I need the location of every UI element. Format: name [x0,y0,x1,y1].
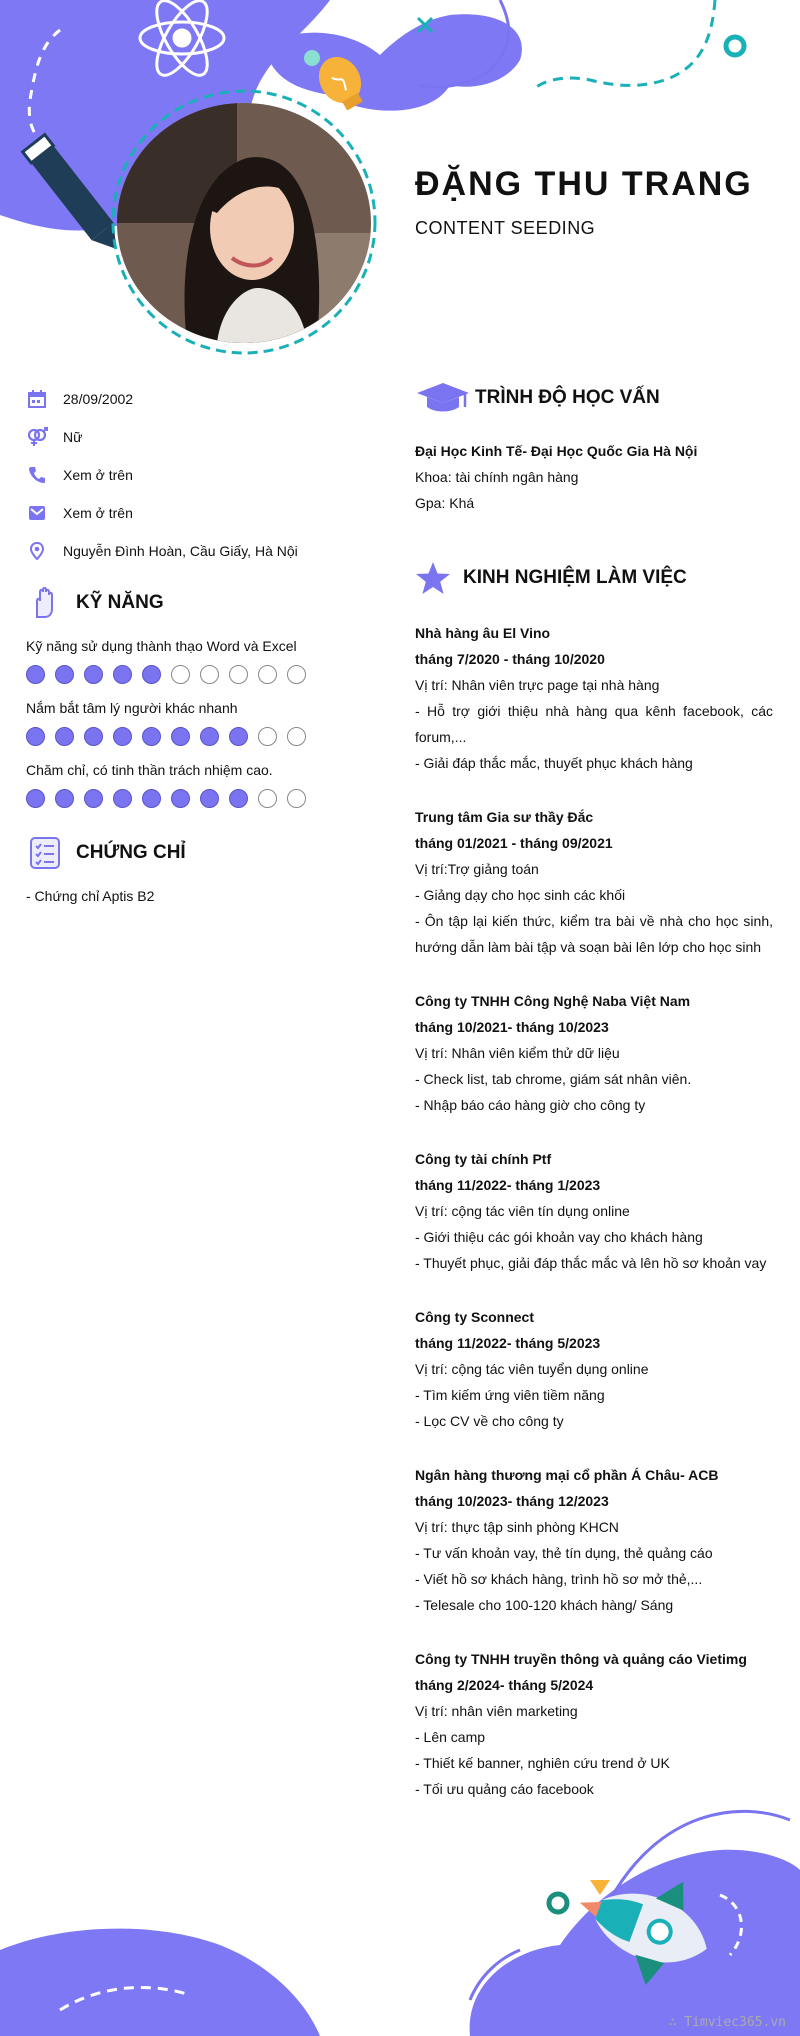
certificate-item: - Chứng chỉ Aptis B2 [26,888,155,904]
job-company: Công ty Sconnect [415,1309,535,1325]
rating-dot-filled [142,789,161,808]
phone-text: Xem ở trên [63,467,133,483]
rating-dot-filled [229,727,248,746]
job-detail: Vị trí: cộng tác viên tuyển dụng online [415,1361,649,1377]
skill-rating [26,789,326,808]
candidate-name: ĐẶNG THU TRANG [415,165,753,203]
job-detail: Vị trí: nhân viên marketing [415,1703,578,1719]
rating-dot-empty [258,665,277,684]
left-column [26,380,326,904]
job-detail: Vị trí:Trợ giảng toán [415,861,539,877]
star-icon [415,558,463,598]
job-detail: Vị trí: Nhân viên kiểm thử dữ liệu [415,1045,620,1061]
job-detail: Vị trí: thực tập sinh phòng KHCN [415,1519,619,1535]
rating-dot-filled [84,789,103,808]
education-gpa: Gpa: Khá [415,495,475,511]
job-company: Ngân hàng thương mại cổ phần Á Châu- ACB [415,1467,719,1483]
education-school: Đại Học Kinh Tế- Đại Học Quốc Gia Hà Nội [415,443,698,459]
birthday-text: 28/09/2002 [63,391,134,407]
graduation-cap-icon [415,378,471,418]
rating-dot-filled [26,727,45,746]
rating-dot-empty [229,665,248,684]
job-entry [415,1646,773,1802]
skills-title: KỸ NĂNG [76,592,164,613]
job-period: tháng 11/2022- tháng 1/2023 [415,1177,601,1193]
skills-list [26,638,326,808]
contact-address [26,532,326,570]
gender-icon [26,426,48,448]
right-column [415,378,773,1802]
rating-dot-filled [229,789,248,808]
contact-birthday [26,380,326,418]
job-period: tháng 2/2024- tháng 5/2024 [415,1677,594,1693]
rating-dot-empty [200,665,219,684]
profile-photo [117,103,371,343]
watermark: ∴ Timviec365.vn [668,2015,786,2030]
job-detail: - Lọc CV về cho công ty [415,1413,564,1429]
rating-dot-filled [200,789,219,808]
rating-dot-filled [55,665,74,684]
skill-name: Nắm bắt tâm lý người khác nhanh [26,700,238,716]
rating-dot-filled [142,665,161,684]
certificates-header [26,834,326,872]
rating-dot-empty [258,727,277,746]
experience-title: KINH NGHIỆM LÀM VIỆC [463,567,687,588]
rating-dot-filled [26,665,45,684]
job-entry [415,988,773,1118]
rating-dot-filled [55,727,74,746]
rating-dot-filled [84,665,103,684]
job-detail: - Check list, tab chrome, giám sát nhân viên. [415,1071,692,1087]
job-company: Công ty TNHH Công Nghệ Naba Việt Nam [415,993,691,1009]
rating-dot-empty [287,789,306,808]
rating-dot-filled [113,727,132,746]
rating-dot-empty [258,789,277,808]
skill-rating [26,665,326,684]
rating-dot-empty [171,665,190,684]
rating-dot-filled [171,789,190,808]
education-faculty: Khoa: tài chính ngân hàng [415,469,579,485]
rating-dot-filled [55,789,74,808]
phone-icon [26,464,48,486]
rating-dot-filled [26,789,45,808]
rating-dot-empty [287,665,306,684]
skill-rating [26,727,326,746]
rating-dot-filled [84,727,103,746]
job-detail: - Ôn tập lại kiến thức, kiểm tra bài về nhà cho học sinh, hướng dẫn làm bài tập và soạn bài lên lớp cho học sinh [415,913,773,955]
job-detail: - Tìm kiếm ứng viên tiềm năng [415,1387,605,1403]
job-period: tháng 7/2020 - tháng 10/2020 [415,651,605,667]
job-detail: - Giới thiệu các gói khoản vay cho khách hàng [415,1229,703,1245]
job-entry [415,620,773,776]
address-text: Nguyễn Đình Hoàn, Cầu Giấy, Hà Nội [63,543,298,559]
job-entry [415,1146,773,1276]
job-detail: - Giảng dạy cho học sinh các khối [415,887,626,903]
rating-dot-filled [113,665,132,684]
skill-name: Chăm chỉ, có tinh thần trách nhiệm cao. [26,762,273,778]
job-detail: - Thiết kế banner, nghiên cứu trend ở UK [415,1755,670,1771]
job-entry [415,1462,773,1618]
calendar-icon [26,388,48,410]
watermark-text: Timviec365.vn [684,2015,786,2030]
location-pin-icon [26,540,48,562]
rating-dot-filled [142,727,161,746]
email-icon [26,502,48,524]
certificates-title: CHỨNG CHỈ [76,842,186,863]
job-detail: - Hỗ trợ giới thiệu nhà hàng qua kênh facebook, các forum,... [415,703,773,745]
job-detail: Vị trí: cộng tác viên tín dụng online [415,1203,630,1219]
skills-header [26,584,326,622]
checklist-icon [26,834,64,872]
job-entry [415,1304,773,1434]
job-period: tháng 10/2021- tháng 10/2023 [415,1019,609,1035]
education-header [415,378,773,418]
rating-dot-filled [113,789,132,808]
candidate-role: CONTENT SEEDING [415,218,596,238]
job-company: Nhà hàng âu El Vino [415,625,551,641]
job-company: Trung tâm Gia sư thầy Đắc [415,809,594,825]
job-detail: - Telesale cho 100-120 khách hàng/ Sáng [415,1597,674,1613]
skill-name: Kỹ năng sử dụng thành thạo Word và Excel [26,638,297,654]
job-company: Công ty TNHH truyền thông và quảng cáo Vietimg [415,1651,747,1667]
contact-list [26,380,326,570]
job-detail: - Lên camp [415,1729,486,1745]
experience-header [415,558,773,598]
hand-icon [26,584,64,622]
job-company: Công ty tài chính Ptf [415,1151,552,1167]
contact-email [26,494,326,532]
job-detail: - Tư vấn khoản vay, thẻ tín dụng, thẻ quảng cáo [415,1545,713,1561]
job-period: tháng 10/2023- tháng 12/2023 [415,1493,609,1509]
rating-dot-filled [171,727,190,746]
job-detail: - Giải đáp thắc mắc, thuyết phục khách hàng [415,755,693,771]
rating-dot-empty [287,727,306,746]
job-entry [415,804,773,960]
job-detail: - Tối ưu quảng cáo facebook [415,1781,594,1797]
contact-phone [26,456,326,494]
education-title: TRÌNH ĐỘ HỌC VẤN [475,387,660,408]
job-detail: Vị trí: Nhân viên trực page tại nhà hàng [415,677,660,693]
rating-dot-filled [200,727,219,746]
job-detail: - Viết hồ sơ khách hàng, trình hồ sơ mở thẻ,... [415,1571,703,1587]
gender-text: Nữ [63,429,83,445]
education-block [415,438,773,516]
email-text: Xem ở trên [63,505,133,521]
contact-gender [26,418,326,456]
job-period: tháng 01/2021 - tháng 09/2021 [415,835,613,851]
job-detail: - Nhập báo cáo hàng giờ cho công ty [415,1097,646,1113]
job-period: tháng 11/2022- tháng 5/2023 [415,1335,601,1351]
jobs-list [415,620,773,1802]
job-detail: - Thuyết phục, giải đáp thắc mắc và lên hồ sơ khoản vay [415,1255,767,1271]
